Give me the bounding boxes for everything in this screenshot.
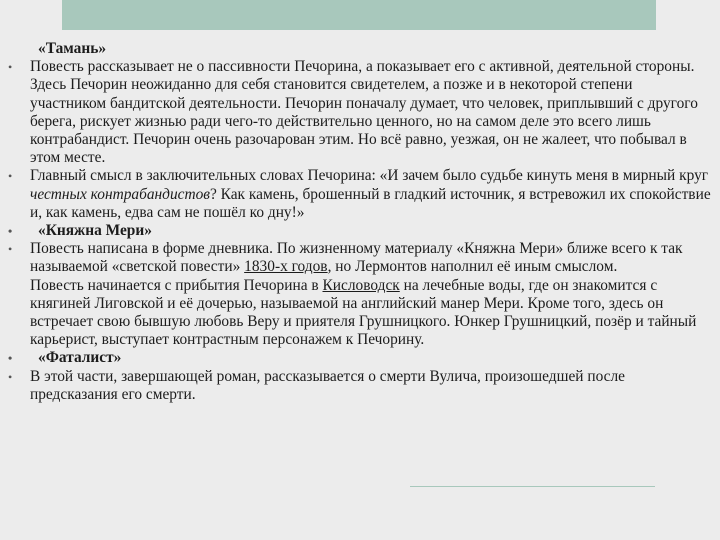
link-kislovodsk[interactable]: Кисловодск [322, 276, 400, 294]
paragraph-text: ? Как камень, брошенный в гладкий источник, я встревожил их спокойствие и, как камень, едва сам не пошёл ко дну!» [30, 185, 711, 221]
link-1830s[interactable]: 1830-х годов [244, 258, 328, 276]
italic-quote: честных контрабандистов [30, 185, 210, 203]
title-bar [62, 0, 656, 30]
bullet-icon: • [8, 60, 13, 75]
bullet-icon: • [8, 369, 13, 384]
bullet-icon: • [8, 242, 13, 257]
slide-content [0, 40, 720, 404]
paragraph-meri-form [0, 240, 720, 276]
paragraph-fatalist [0, 368, 720, 404]
heading-text: «Фаталист» [38, 349, 122, 367]
heading-text: «Княжна Мери» [38, 222, 152, 240]
paragraph-text: Повесть начинается с прибытия Печорина в [30, 276, 323, 294]
paragraph-text: на лечебные воды, где он знакомится с княгиней Лиговской и её дочерью, называемой на английский манер Мери. Кроме того, здесь он встречает свою бывшую любовь Веру и приятеля Грушницкого. Юнкер Грушницкий, позёр и тайный карьерист, выступает контрастным персонажем к Печорину. [30, 276, 697, 349]
paragraph-text: В этой части, завершающей роман, рассказывается о смерти Вулича, произошедшей после предсказания его смерти. [30, 367, 626, 403]
heading-meri [0, 222, 720, 240]
bullet-icon: • [8, 351, 13, 366]
heading-taman: «Тамань» [38, 40, 107, 57]
paragraph-text: Главный смысл в заключительных словах Печорина: «И зачем было судьбе кинуть меня в мирный круг [30, 167, 709, 185]
bullet-icon: • [8, 224, 13, 239]
decorative-line [410, 486, 655, 487]
bullet-icon: • [8, 169, 13, 184]
paragraph-text: , но Лермонтов наполнил её иным смыслом. [327, 258, 618, 276]
paragraph-text: Повесть рассказывает не о пассивности Печорина, а показывает его с активной, деятельной стороны. Здесь Печорин неожиданно для себя становится свидетелем, а позже и в некоторой степени участником бандитской деятельности. Печорин поначалу думает, что человек, приплывший с другого берега, рискует жизнью ради чего-то действительно ценного, но на самом деле это всего лишь контрабандист. Печорин очень разочарован этим. Но всё равно, уезжая, он не жалеет, что побывал в этом месте. [30, 58, 698, 167]
paragraph-text: Повесть написана в форме дневника. По жизненному материалу «Княжна Мери» ближе всего к так называемой «светской повести» [30, 240, 683, 276]
heading-fatalist [0, 349, 720, 367]
paragraph-taman-summary [0, 58, 720, 167]
paragraph-meri-plot [0, 277, 720, 350]
paragraph-taman-meaning [0, 167, 720, 222]
